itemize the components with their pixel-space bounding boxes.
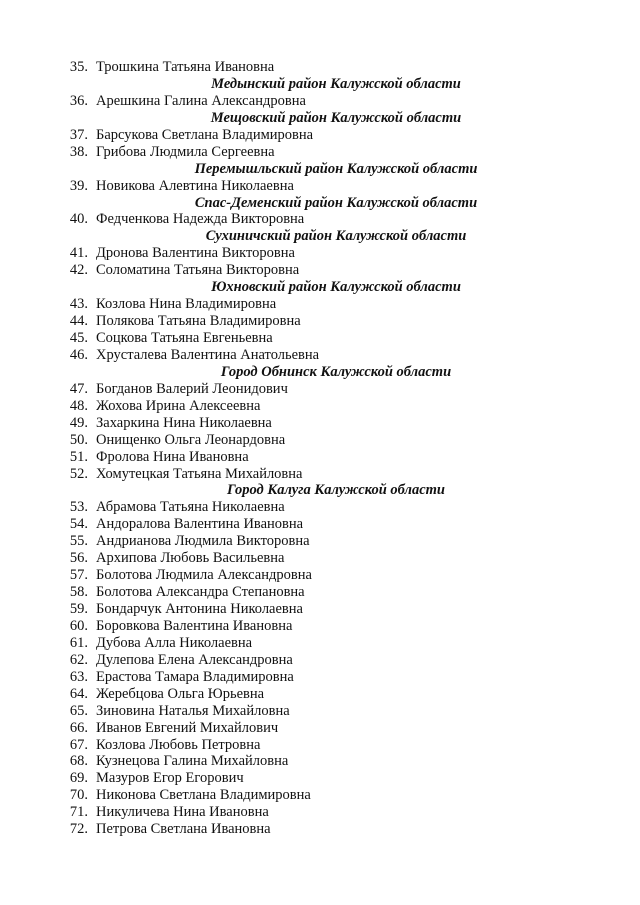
item-number: 61. (69, 634, 88, 651)
list-item (66, 753, 586, 770)
item-number: 55. (69, 533, 88, 550)
person-name: Жохова Ирина Алексеевна (96, 397, 261, 414)
item-number: 69. (69, 770, 88, 787)
person-name: Архипова Любовь Васильевна (96, 550, 285, 567)
item-number: 43. (69, 296, 88, 313)
item-number: 67. (69, 736, 88, 753)
item-number: 54. (69, 516, 88, 533)
person-name: Петрова Светлана Ивановна (96, 821, 271, 838)
item-number: 41. (69, 245, 88, 262)
person-name: Дубова Алла Николаевна (96, 634, 253, 651)
list-item (66, 686, 586, 703)
item-number: 39. (69, 177, 88, 194)
list-item (66, 584, 586, 601)
person-name: Арешкина Галина Александровна (96, 92, 306, 109)
person-name: Фролова Нина Ивановна (96, 448, 249, 465)
person-name: Новикова Алевтина Николаевна (96, 177, 294, 194)
list-item (66, 770, 586, 787)
person-name: Федченкова Надежда Викторовна (96, 211, 305, 228)
item-number: 36. (69, 92, 88, 109)
list-item (66, 499, 586, 516)
list-item (66, 787, 586, 804)
item-number: 65. (69, 702, 88, 719)
list-item (66, 703, 586, 720)
person-name: Трошкина Татьяна Ивановна (96, 59, 275, 75)
item-number: 70. (69, 787, 88, 804)
person-name: Болотова Людмила Александровна (96, 567, 312, 584)
list-item (66, 398, 586, 415)
person-name: Барсукова Светлана Владимировна (96, 126, 314, 143)
list-item (66, 635, 586, 652)
item-number: 60. (69, 617, 88, 634)
region-heading: Юхновский район Калужской области (211, 279, 461, 296)
item-number: 49. (69, 414, 88, 431)
region-heading: Сухиничский район Калужской области (205, 228, 467, 245)
item-number: 38. (69, 143, 88, 160)
item-number: 37. (69, 126, 88, 143)
person-name: Козлова Нина Владимировна (96, 296, 277, 313)
list-item (66, 347, 586, 364)
item-number: 40. (69, 211, 88, 228)
person-name: Соломатина Татьяна Викторовна (96, 262, 300, 279)
item-number: 46. (69, 346, 88, 363)
person-name: Абрамова Татьяна Николаевна (96, 499, 285, 516)
list-item (66, 313, 586, 330)
person-name: Мазуров Егор Егорович (96, 770, 244, 787)
item-number: 57. (69, 567, 88, 584)
item-number: 64. (69, 685, 88, 702)
person-name: Никуличева Нина Ивановна (96, 804, 269, 821)
person-name: Богданов Валерий Леонидович (96, 380, 288, 397)
region-heading: Перемышльский район Калужской области (194, 160, 478, 177)
list-item (66, 432, 586, 449)
item-number: 52. (69, 465, 88, 482)
item-number: 51. (69, 448, 88, 465)
list-item (66, 245, 586, 262)
person-name: Болотова Александра Степановна (96, 584, 305, 601)
person-name: Кузнецова Галина Михайловна (96, 753, 289, 770)
item-number: 59. (69, 601, 88, 617)
item-number: 35. (69, 59, 88, 75)
list-item (66, 466, 586, 483)
list-item (66, 330, 586, 347)
item-number: 53. (69, 499, 88, 516)
list-item (66, 533, 586, 550)
item-number: 56. (69, 550, 88, 567)
region-heading: Медынский район Калужской области (211, 75, 461, 92)
region-heading: Спас-Деменский район Калужской области (194, 194, 478, 211)
item-number: 72. (69, 821, 88, 838)
list-item (66, 93, 586, 110)
person-name: Андоралова Валентина Ивановна (96, 516, 304, 533)
item-number: 50. (69, 431, 88, 448)
person-name: Полякова Татьяна Владимировна (96, 313, 301, 330)
item-number: 68. (69, 753, 88, 770)
item-number: 58. (69, 584, 88, 601)
participant-list (66, 59, 586, 838)
list-item (66, 59, 586, 76)
item-number: 48. (69, 397, 88, 414)
person-name: Хрусталева Валентина Анатольевна (96, 346, 320, 363)
person-name: Боровкова Валентина Ивановна (96, 617, 293, 634)
person-name: Бондарчук Антонина Николаевна (96, 601, 303, 617)
list-item (66, 516, 586, 533)
list-item (66, 211, 586, 228)
item-number: 47. (69, 380, 88, 397)
person-name: Соцкова Татьяна Евгеньевна (96, 330, 273, 346)
item-number: 62. (69, 651, 88, 668)
item-number: 63. (69, 668, 88, 685)
region-heading: Мещовский район Калужской области (210, 109, 462, 126)
list-item (66, 618, 586, 635)
item-number: 66. (69, 719, 88, 736)
item-number: 42. (69, 262, 88, 279)
list-item (66, 144, 586, 161)
person-name: Грибова Людмила Сергеевна (96, 143, 275, 160)
list-item (66, 415, 586, 432)
list-item (66, 669, 586, 686)
person-name: Андрианова Людмила Викторовна (96, 533, 310, 550)
item-number: 44. (69, 313, 88, 330)
person-name: Иванов Евгений Михайлович (96, 719, 279, 736)
list-item (66, 381, 586, 398)
list-item (66, 262, 586, 279)
region-heading: Город Обнинск Калужской области (220, 363, 452, 380)
person-name: Жеребцова Ольга Юрьевна (96, 685, 265, 702)
list-item (66, 737, 586, 754)
list-item (66, 804, 586, 821)
item-number: 71. (69, 804, 88, 821)
region-heading: Город Калуга Калужской области (226, 482, 445, 499)
list-item (66, 296, 586, 313)
person-name: Зиновина Наталья Михайловна (96, 702, 290, 719)
person-name: Хомутецкая Татьяна Михайловна (96, 465, 303, 482)
list-item (66, 567, 586, 584)
list-item (66, 652, 586, 669)
list-item (66, 720, 586, 737)
list-item (66, 821, 586, 838)
list-item (66, 178, 586, 195)
person-name: Дронова Валентина Викторовна (96, 245, 295, 262)
person-name: Дулепова Елена Александровна (96, 651, 293, 668)
person-name: Онищенко Ольга Леонардовна (96, 431, 286, 448)
list-item (66, 449, 586, 466)
list-item (66, 601, 586, 618)
person-name: Козлова Любовь Петровна (96, 736, 261, 753)
list-item (66, 550, 586, 567)
person-name: Никонова Светлана Владимировна (96, 787, 311, 804)
item-number: 45. (69, 330, 88, 346)
list-item (66, 127, 586, 144)
person-name: Захаркина Нина Николаевна (96, 414, 272, 431)
person-name: Ерастова Тамара Владимировна (96, 668, 294, 685)
